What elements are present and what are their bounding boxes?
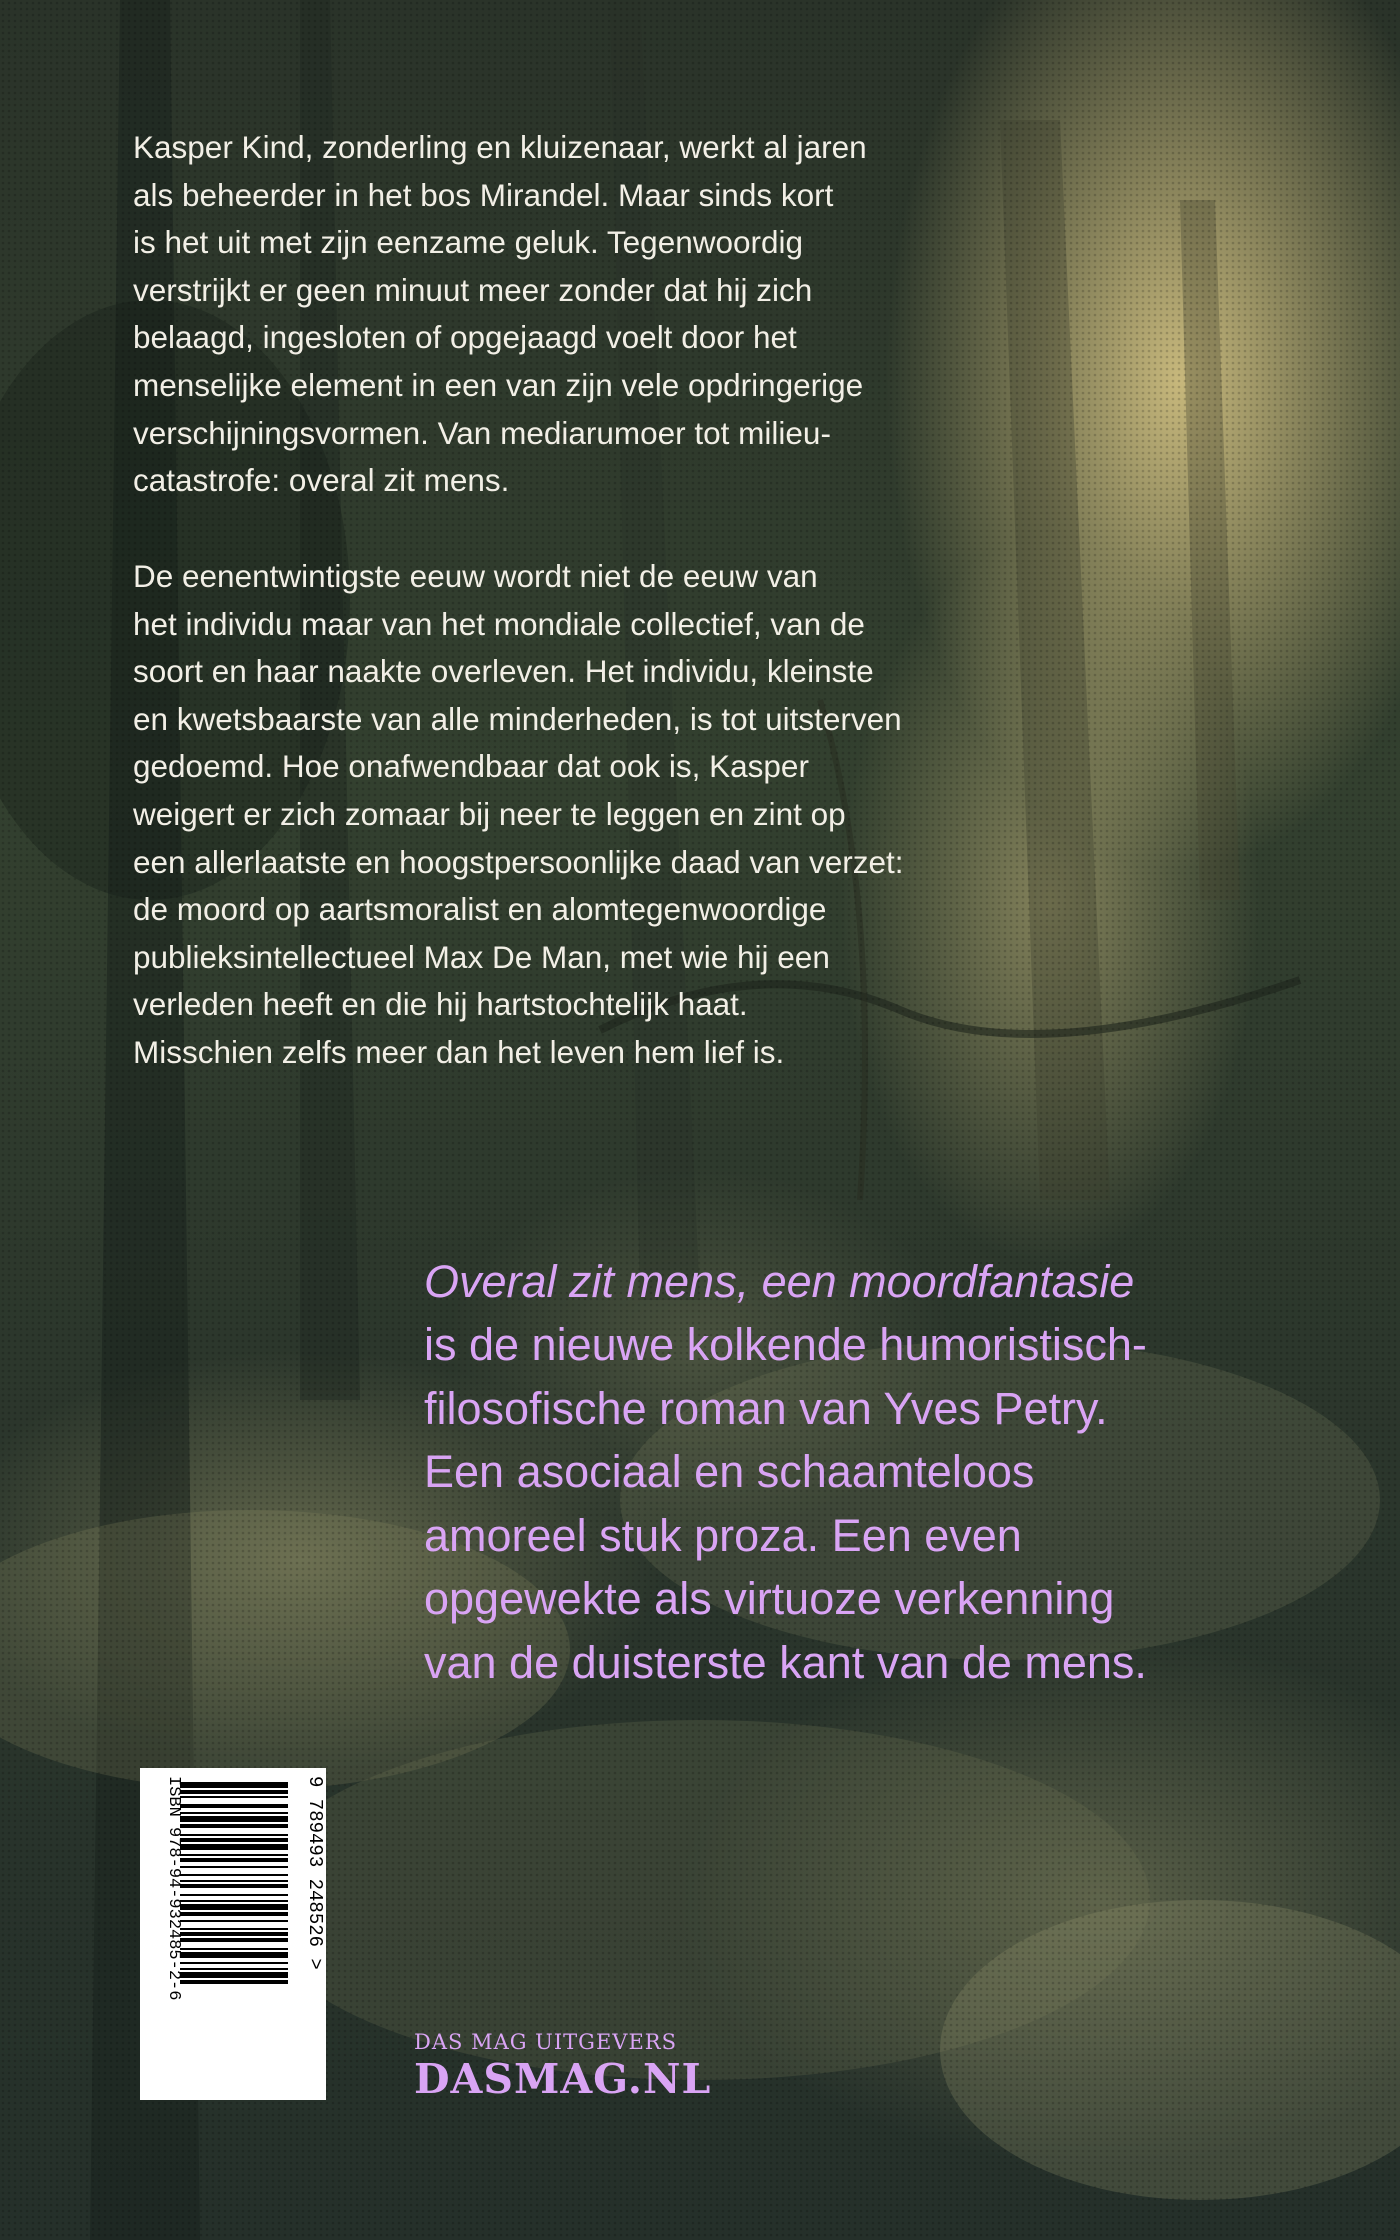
barcode-bar xyxy=(180,1928,288,1930)
barcode-bar xyxy=(180,1838,288,1842)
barcode-bar xyxy=(180,1796,288,1798)
blurb-body: is de nieuwe kolkende humoristisch- filosofische roman van Yves Petry. Een asociaal en schaamteloos amoreel stuk proza. Een even opgewekte als virtuoze verkenning van de duisterste kant van de mens. xyxy=(424,1319,1147,1688)
synopsis-paragraph-2: De eenentwintigste eeuw wordt niet de eeuw van het individu maar van het mondiale collectief, van de soort en haar naakte overleven. Het individu, kleinste en kwetsbaarste van alle minderheden, is tot uitsterven gedoemd. Hoe onafwendbaar dat ook is, Kasper weigert er zich zomaar bij neer te leggen en zint op een allerlaatste en hoogstpersoonlijke daad van verzet: de moord op aartsmoralist en alomtegenwoordige publieksintellectueel Max De Man, met wie hij een verleden heeft en die hij hartstochtelijk haat. Misschien zelfs meer dan het leven hem lief is. xyxy=(133,558,904,1070)
barcode-digits: 9 789493 248526 > xyxy=(304,1776,326,1970)
barcode-bar xyxy=(180,1790,288,1794)
barcode-bar xyxy=(180,1962,288,1964)
blurb xyxy=(424,1186,1324,1694)
barcode-bar xyxy=(180,1904,288,1910)
barcode-bar xyxy=(180,1912,288,1916)
barcode-bar xyxy=(180,1816,288,1822)
barcode-bar xyxy=(180,1834,288,1836)
barcode-bar xyxy=(180,1782,288,1788)
barcode-bar xyxy=(180,1894,288,1896)
barcode-bar xyxy=(180,1866,288,1868)
barcode-bar xyxy=(180,1874,288,1876)
barcode-bar xyxy=(180,1812,288,1814)
barcode-bars xyxy=(180,1782,288,1984)
barcode-bar xyxy=(180,1948,288,1950)
barcode-bar xyxy=(180,1804,288,1808)
barcode-bar xyxy=(180,1932,288,1936)
barcode-bar xyxy=(180,1968,288,1970)
barcode-bar xyxy=(180,1854,288,1856)
barcode-bar xyxy=(180,1900,288,1902)
isbn-label: ISBN 978-94-932485-2-6 xyxy=(164,1776,183,2001)
barcode-bar xyxy=(180,1972,288,1978)
barcode-bar xyxy=(180,1880,288,1882)
synopsis-paragraph-1: Kasper Kind, zonderling en kluizenaar, werkt al jaren als beheerder in het bos Mirandel. Maar sinds kort is het uit met zijn eenzame geluk. Tegenwoordig verstrijkt er geen minuut meer zonder dat hij zich belaagd, ingesloten of opgejaagd voelt door het menselijke element in een van zijn vele opdringerige verschijningsvormen. Van mediarumoer tot milieu- catastrofe: overal zit mens. xyxy=(133,129,867,499)
blurb-book-title: Overal zit mens, een moordfantasie xyxy=(424,1255,1135,1307)
barcode-bar xyxy=(180,1884,288,1888)
publisher-url: DASMAG.NL xyxy=(414,2055,712,2103)
barcode-bar xyxy=(180,1920,288,1922)
barcode-bar xyxy=(180,1824,288,1828)
barcode-bar xyxy=(180,1980,288,1984)
barcode-bar xyxy=(180,1844,288,1850)
isbn-barcode xyxy=(140,1768,326,2100)
barcode-bar xyxy=(180,1858,288,1862)
barcode-bar xyxy=(180,1952,288,1958)
publisher-name: DAS MAG UITGEVERS xyxy=(414,2030,677,2054)
barcode-graphic xyxy=(140,1768,326,2100)
barcode-bar xyxy=(180,1938,288,1942)
